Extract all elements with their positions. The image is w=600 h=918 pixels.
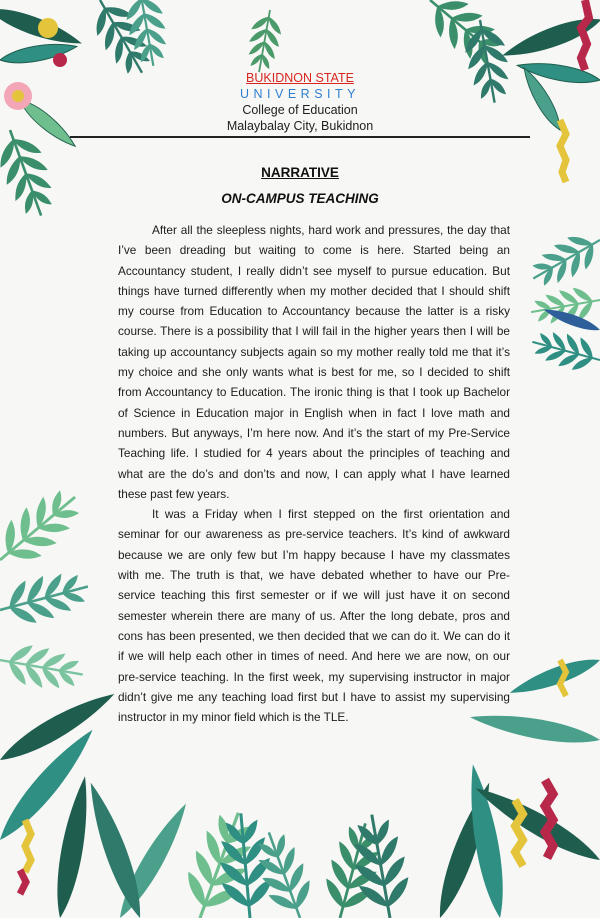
right-mid-foliage	[525, 225, 600, 376]
header-divider	[70, 136, 530, 138]
document-title: NARRATIVE	[261, 165, 339, 180]
institution-header	[150, 70, 450, 134]
college-name: College of Education	[242, 103, 358, 117]
left-mid-fern	[0, 480, 93, 694]
paragraph: After all the sleepless nights, hard work and pressures, the day that I’ve been dreading but waiting to come is here. Started being an Accountancy student, I really didn’t see myself to pursue education. But things have turned differently when my mother decided that I should shift my course from Education to Accountancy because the latter is a risky course. There is a possibility that I will fail in the higher years then I will be taking up accountancy subjects again so my mother really told me that it’s my choice and she only wants what is best for me, so I decided to shift from Accountancy to Education. The ironic thing is that I took up Bachelor of Science in Education major in English when in fact I love math and numbers. But anyways, I’m here now. And it’s the start of my Pre-Service Teaching life. I studied for 4 years about the principles of teaching and what are the do’s and don’ts and now, I can apply what I have learned these past few years.	[118, 223, 510, 501]
paragraph: It was a Friday when I first stepped on the first orientation and seminar for our awareness as pre-service teachers. It’s kind of awkward because we are only few but I’m happy because I have my classmates with me. The truth is that, we have debated whether to have our Pre-service teaching this first semester or if we will just have it on second semester wherein there are many of us. After the long debate, pros and cons has been presented, we then decided that we can do it. We can do it if we will help each other in times of need. And here we are now, on our pre-service teaching. In the first week, my supervising instructor in major didn’t give me any teaching load first but I have to assist my supervising instructor in my minor field which is the TLE.	[118, 507, 510, 725]
document-subtitle: ON-CAMPUS TEACHING	[221, 191, 379, 206]
university-name: BUKIDNON STATE	[246, 71, 354, 85]
narrative-body	[118, 220, 510, 727]
university-word: UNIVERSITY	[239, 87, 360, 101]
college-location: Malaybalay City, Bukidnon	[226, 119, 374, 133]
